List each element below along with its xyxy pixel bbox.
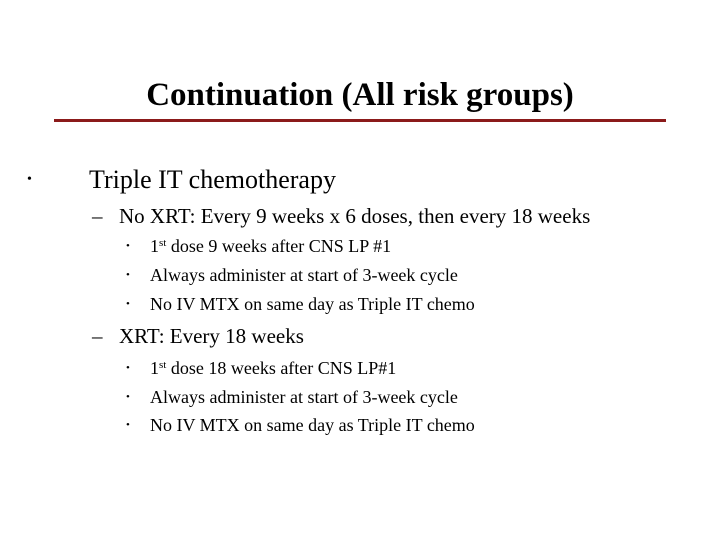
ordinal-suffix: st	[159, 359, 167, 371]
item-text: No IV MTX on same day as Triple IT chemo	[150, 294, 475, 314]
bullet-text: Triple IT chemotherapy	[89, 165, 336, 194]
item-rest: dose 18 weeks after CNS LP#1	[166, 358, 397, 378]
item-ordinal: 1	[150, 358, 159, 378]
item-ordinal: 1	[150, 236, 159, 256]
bullet-marker: •	[126, 391, 130, 403]
item-text	[150, 356, 396, 380]
item-text	[150, 234, 391, 258]
dash-marker: –	[92, 204, 103, 228]
item-text: No IV MTX on same day as Triple IT chemo	[150, 415, 475, 435]
bullet-marker: •	[126, 240, 130, 252]
ordinal-suffix: st	[159, 237, 167, 249]
subbullet-text: XRT: Every 18 weeks	[119, 324, 304, 348]
item-rest: dose 9 weeks after CNS LP #1	[166, 236, 392, 256]
title-underline	[54, 119, 666, 122]
subbullet-text: No XRT: Every 9 weeks x 6 doses, then every 18 weeks	[119, 204, 591, 228]
item-text: Always administer at start of 3-week cycle	[150, 387, 458, 407]
dash-marker: –	[92, 324, 103, 348]
bullet-marker: •	[126, 269, 130, 281]
bullet-marker: •	[126, 362, 130, 374]
slide-title: Continuation (All risk groups)	[146, 77, 574, 113]
bullet-marker: •	[27, 172, 32, 187]
bullet-marker: •	[126, 419, 130, 431]
bullet-marker: •	[126, 298, 130, 310]
item-text: Always administer at start of 3-week cycle	[150, 265, 458, 285]
